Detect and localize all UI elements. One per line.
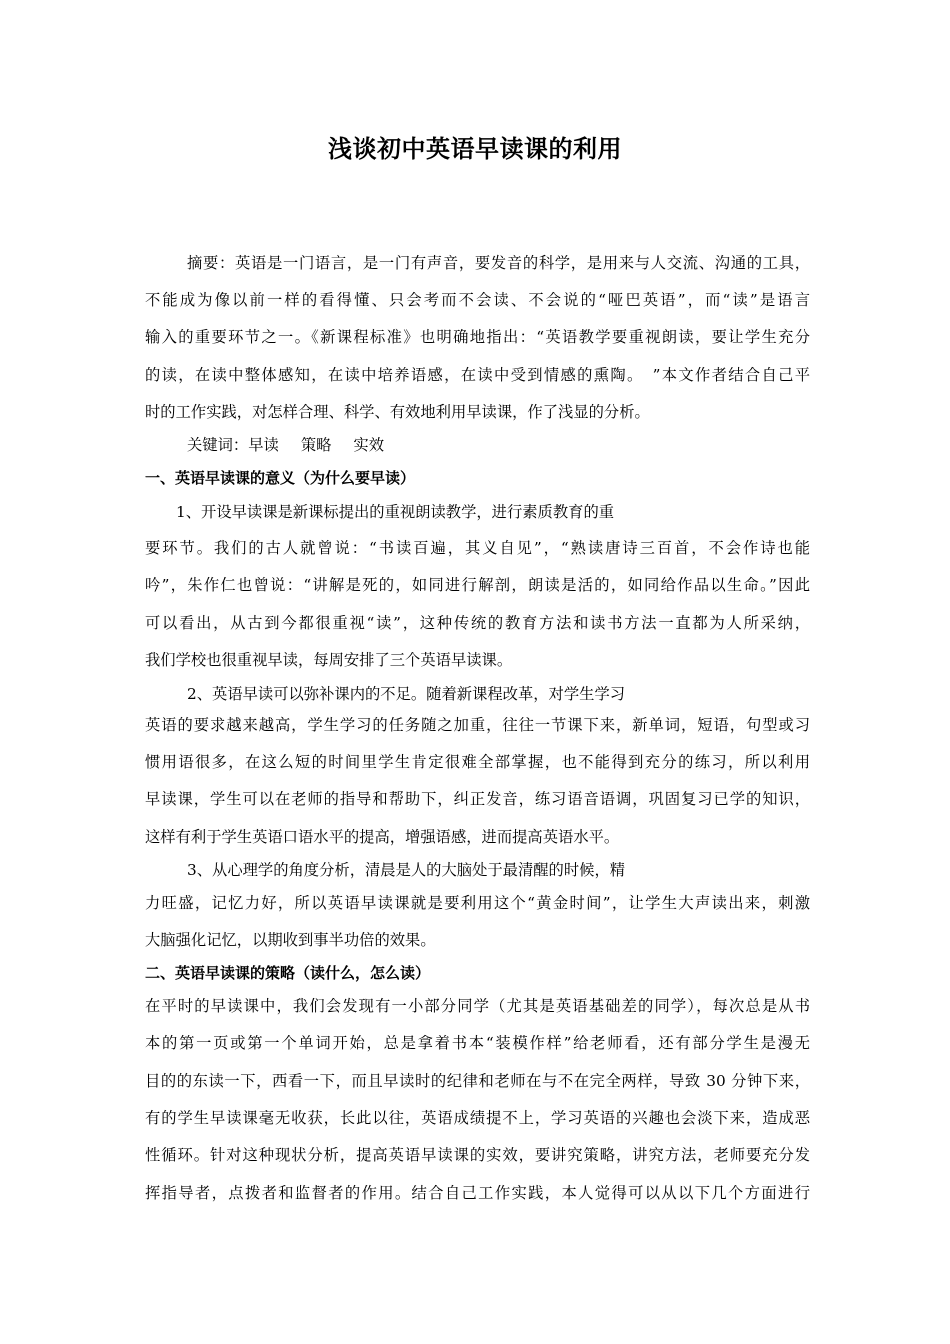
paragraph-line: 3、从心理学的角度分析，清晨是人的大脑处于最清醒的时候，精 bbox=[187, 861, 626, 879]
abstract-line: 的读，在读中整体感知，在读中培养语感，在读中受到情感的熏陶。 ”本文作者结合自己平 bbox=[145, 366, 810, 384]
paragraph-line: 惯用语很多，在这么短的时间里学生肯定很难全部掌握，也不能得到充分的练习，所以利用 bbox=[145, 753, 810, 771]
keyword: 实效 bbox=[353, 436, 385, 454]
paragraph-line: 目的的东读一下，西看一下，而且早读时的纪律和老师在与不在完全两样，导致 30 分钟下来， bbox=[145, 1072, 810, 1090]
section-heading-2: 二、英语早读课的策略（读什么，怎么读） bbox=[145, 964, 431, 982]
section-heading-1: 一、英语早读课的意义（为什么要早读） bbox=[145, 469, 416, 487]
paragraph-line: 要环节。我们的古人就曾说：“书读百遍，其义自见”，“熟读唐诗三百首，不会作诗也能 bbox=[145, 539, 810, 557]
paragraph-line: 我们学校也很重视早读，每周安排了三个英语早读课。 bbox=[145, 651, 513, 669]
paragraph-line: 英语的要求越来越高，学生学习的任务随之加重，往往一节课下来，新单词，短语，句型或习 bbox=[145, 716, 810, 734]
keyword: 早读 bbox=[248, 436, 279, 454]
abstract-line: 输入的重要环节之一。《新课程标准》也明确地指出：“英语教学要重视朗读，要让学生充分 bbox=[145, 328, 810, 346]
paragraph-line: 2、英语早读可以弥补课内的不足。随着新课程改革，对学生学习 bbox=[187, 685, 626, 703]
keyword: 策略 bbox=[300, 436, 332, 454]
paragraph-line: 吟”，朱作仁也曾说：“讲解是死的，如同进行解剖，朗读是活的，如同给作品以生命。”因此 bbox=[145, 576, 810, 594]
abstract-line: 时的工作实践，对怎样合理、科学、有效地利用早读课，作了浅显的分析。 bbox=[145, 403, 650, 421]
paragraph-line: 这样有利于学生英语口语水平的提高，增强语感，进而提高英语水平。 bbox=[145, 828, 620, 846]
paragraph-line: 有的学生早读课毫无收获，长此以往，英语成绩提不上，学习英语的兴趣也会淡下来，造成恶 bbox=[145, 1109, 810, 1127]
paragraph-line: 可以看出，从古到今都很重视“读”，这种传统的教育方法和读书方法一直都为人所采纳， bbox=[145, 614, 810, 632]
paragraph-line: 大脑强化记忆，以期收到事半功倍的效果。 bbox=[145, 931, 436, 949]
keywords-label: 关键词： bbox=[187, 436, 249, 454]
paragraph-line: 早读课，学生可以在老师的指导和帮助下，纠正发音，练习语音语调，巩固复习已学的知识， bbox=[145, 790, 810, 808]
abstract-line: 摘要：英语是一门语言，是一门有声音，要发音的科学，是用来与人交流、沟通的工具， bbox=[187, 254, 810, 272]
paragraph-line: 本的第一页或第一个单词开始，总是拿着书本“装模作样”给老师看，还有部分学生是漫无 bbox=[145, 1034, 810, 1052]
keywords-line bbox=[187, 434, 587, 456]
paragraph-line: 性循环。针对这种现状分析，提高英语早读课的实效，要讲究策略，讲究方法，老师要充分发 bbox=[145, 1146, 810, 1164]
paragraph-line: 挥指导者，点拨者和监督者的作用。结合自己工作实践，本人觉得可以从以下几个方面进行 bbox=[145, 1184, 810, 1202]
document-title: 浅谈初中英语早读课的利用 bbox=[328, 135, 622, 163]
paragraph-line: 在平时的早读课中，我们会发现有一小部分同学（尤其是英语基础差的同学），每次总是从书 bbox=[145, 997, 810, 1015]
abstract-line: 不能成为像以前一样的看得懂、只会考而不会读、不会说的“哑巴英语”，而“读”是语言 bbox=[145, 291, 810, 309]
paragraph-line: 力旺盛，记忆力好，所以英语早读课就是要利用这个“黄金时间”，让学生大声读出来，刺激 bbox=[145, 894, 810, 912]
paragraph-line: 1、开设早读课是新课标提出的重视朗读教学，进行素质教育的重 bbox=[176, 503, 615, 521]
